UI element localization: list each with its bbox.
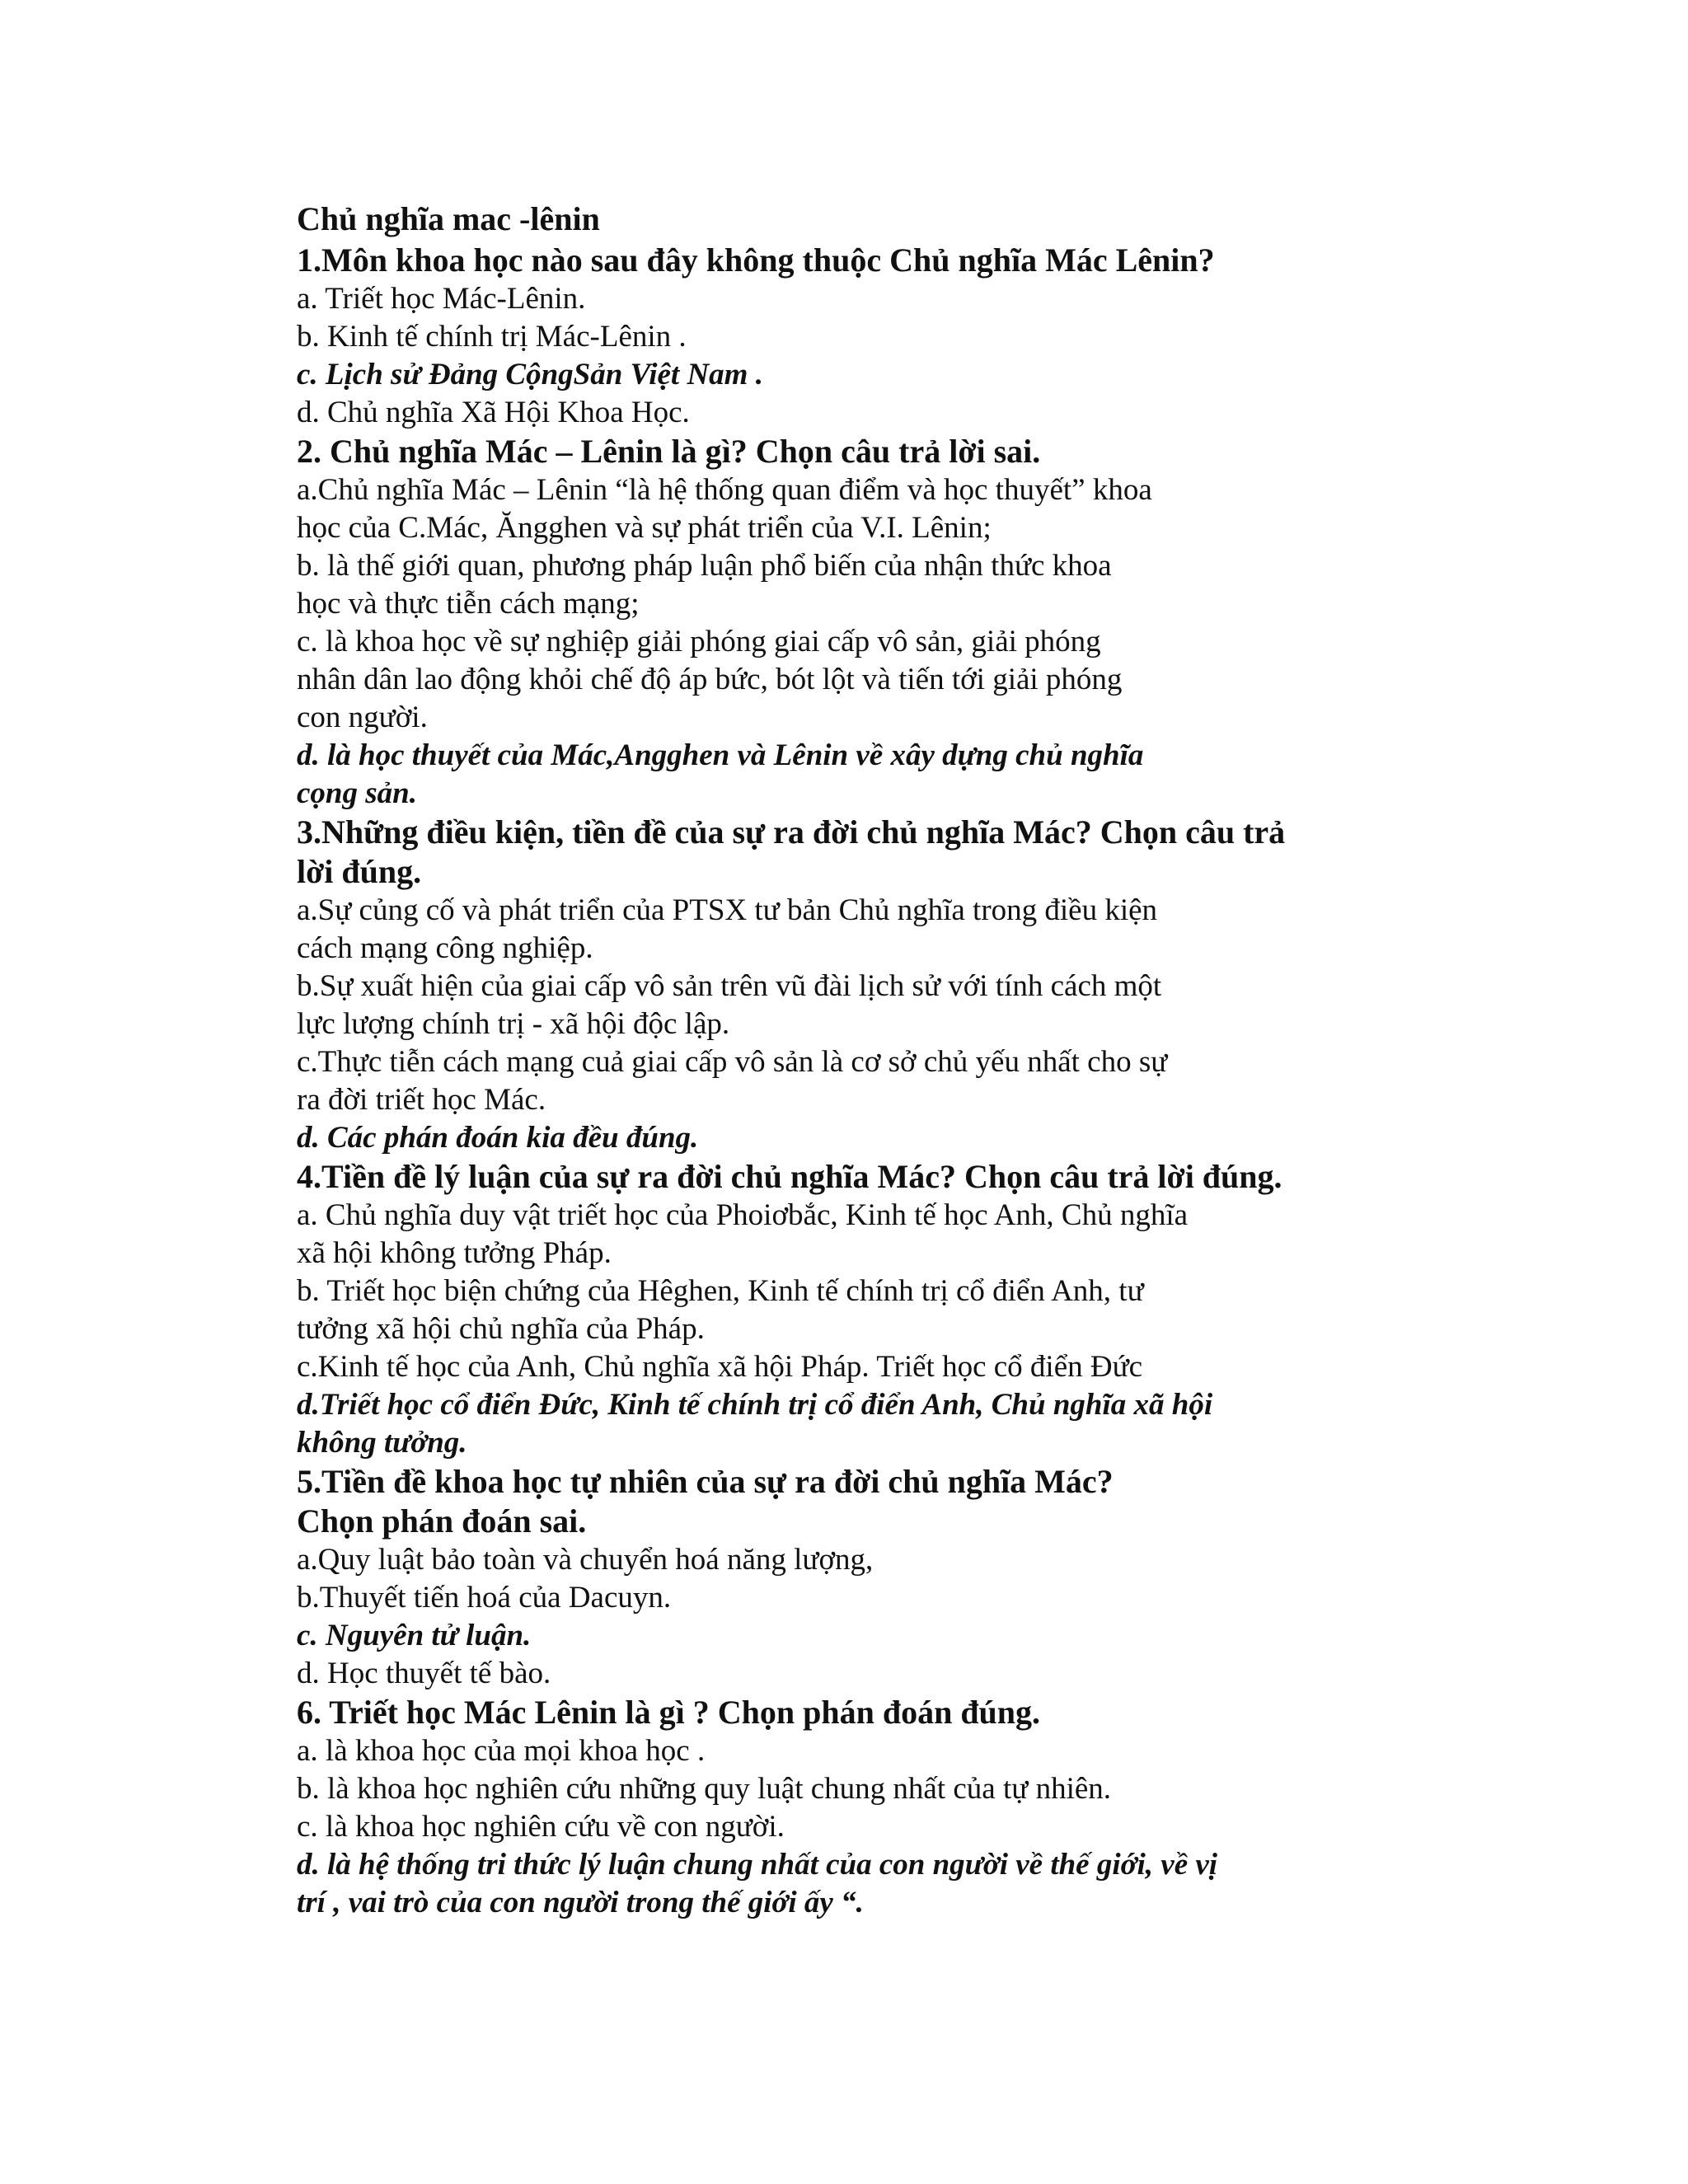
option-text: a.Sự củng cố và phát triển của PTSX tư bản Chủ nghĩa trong điều kiện xyxy=(297,893,1158,927)
answer-option-correct xyxy=(297,1846,1451,1922)
question-text: 4.Tiền đề lý luận của sự ra đời chủ nghĩa Mác? Chọn câu trả lời đúng. xyxy=(297,1158,1282,1195)
answer-option xyxy=(297,1043,1451,1119)
question-text: 5.Tiền đề khoa học tự nhiên của sự ra đời chủ nghĩa Mác? xyxy=(297,1463,1114,1500)
option-text: lực lượng chính trị - xã hội độc lập. xyxy=(297,1007,730,1041)
option-text: d.Triết học cổ điển Đức, Kinh tế chính trị cổ điển Anh, Chủ nghĩa xã hội xyxy=(297,1388,1213,1422)
document-body xyxy=(297,198,1451,1922)
option-text: b.Thuyết tiến hoá của Dacuyn. xyxy=(297,1581,672,1615)
answer-option xyxy=(297,892,1451,968)
answer-option xyxy=(297,547,1451,623)
option-text: d. là học thuyết của Mác,Angghen và Lênin về xây dựng chủ nghĩa xyxy=(297,738,1144,772)
answer-option-correct xyxy=(297,1119,1451,1157)
option-text: a.Chủ nghĩa Mác – Lênin “là hệ thống quan điểm và học thuyết” khoa xyxy=(297,473,1152,507)
question-text: 3.Những điều kiện, tiền đề của sự ra đời chủ nghĩa Mác? Chọn câu trả xyxy=(297,813,1286,851)
answer-option xyxy=(297,1579,1451,1617)
answer-option-correct xyxy=(297,737,1451,813)
question-text: 2. Chủ nghĩa Mác – Lênin là gì? Chọn câu trả lời sai. xyxy=(297,433,1041,470)
answer-option xyxy=(297,1808,1451,1846)
question-list xyxy=(297,241,1451,1922)
option-text: d. Các phán đoán kia đều đúng. xyxy=(297,1121,699,1155)
option-text: c. Nguyên tử luận. xyxy=(297,1619,532,1652)
answer-option xyxy=(297,1272,1451,1348)
answer-option xyxy=(297,1197,1451,1272)
answer-option xyxy=(297,1770,1451,1808)
answer-option xyxy=(297,394,1451,432)
option-text: c. là khoa học nghiên cứu về con người. xyxy=(297,1810,785,1844)
question-3 xyxy=(297,813,1451,1157)
question-4 xyxy=(297,1157,1451,1462)
option-text: b. Triết học biện chứng của Hêghen, Kinh tế chính trị cổ điển Anh, tư xyxy=(297,1274,1144,1308)
answer-option xyxy=(297,1732,1451,1770)
question-5 xyxy=(297,1462,1451,1693)
question-text: 6. Triết học Mác Lênin là gì ? Chọn phán đoán đúng. xyxy=(297,1694,1041,1731)
question-text: Chọn phán đoán sai. xyxy=(297,1502,587,1540)
question-text: lời đúng. xyxy=(297,853,422,890)
answer-option xyxy=(297,623,1451,737)
option-text: xã hội không tưởng Pháp. xyxy=(297,1236,612,1270)
option-text: c.Thực tiễn cách mạng cuả giai cấp vô sản là cơ sở chủ yếu nhất cho sự xyxy=(297,1045,1168,1079)
answer-option xyxy=(297,1541,1451,1579)
answer-option xyxy=(297,1655,1451,1693)
document-title: Chủ nghĩa mac -lênin xyxy=(297,200,600,237)
option-text: tưởng xã hội chủ nghĩa của Pháp. xyxy=(297,1312,705,1346)
option-text: học và thực tiễn cách mạng; xyxy=(297,587,640,621)
answer-option xyxy=(297,968,1451,1043)
option-text: cách mạng công nghiệp. xyxy=(297,931,593,965)
option-text: ra đời triết học Mác. xyxy=(297,1083,546,1117)
option-text: a. là khoa học của mọi khoa học . xyxy=(297,1734,706,1768)
option-text: c.Kinh tế học của Anh, Chủ nghĩa xã hội Pháp. Triết học cổ điển Đức xyxy=(297,1350,1143,1384)
question-1 xyxy=(297,241,1451,432)
option-text: b. là khoa học nghiên cứu những quy luật chung nhất của tự nhiên. xyxy=(297,1772,1112,1806)
option-text: a. Chủ nghĩa duy vật triết học của Phoiơbắc, Kinh tế học Anh, Chủ nghĩa xyxy=(297,1198,1189,1232)
option-text: trí , vai trò của con người trong thế giới ấy “. xyxy=(297,1886,864,1919)
answer-option xyxy=(297,1348,1451,1386)
question-6 xyxy=(297,1693,1451,1922)
option-text: d. là hệ thống tri thức lý luận chung nhất của con người về thế giới, về vị xyxy=(297,1848,1218,1882)
option-text: d. Học thuyết tế bào. xyxy=(297,1657,551,1690)
option-text: nhân dân lao động khỏi chế độ áp bức, bót lột và tiến tới giải phóng xyxy=(297,663,1123,696)
answer-option-correct xyxy=(297,1617,1451,1655)
question-2 xyxy=(297,432,1451,813)
option-text: con người. xyxy=(297,701,428,734)
answer-option xyxy=(297,471,1451,547)
option-text: b. Kinh tế chính trị Mác-Lênin . xyxy=(297,320,687,354)
option-text: c. Lịch sử Đảng CộngSản Việt Nam . xyxy=(297,358,763,391)
option-text: d. Chủ nghĩa Xã Hội Khoa Học. xyxy=(297,396,690,429)
option-text: a. Triết học Mác-Lênin. xyxy=(297,282,586,316)
option-text: không tưởng. xyxy=(297,1426,467,1460)
question-text: 1.Môn khoa học nào sau đây không thuộc Chủ nghĩa Mác Lênin? xyxy=(297,241,1215,279)
option-text: b.Sự xuất hiện của giai cấp vô sản trên vũ đài lịch sử với tính cách một xyxy=(297,969,1162,1003)
answer-option xyxy=(297,280,1451,318)
option-text: b. là thế giới quan, phương pháp luận phổ biến của nhận thức khoa xyxy=(297,549,1112,583)
answer-option-correct xyxy=(297,1386,1451,1462)
answer-option xyxy=(297,318,1451,356)
option-text: học của C.Mác, Ăngghen và sự phát triển của V.I. Lênin; xyxy=(297,511,992,545)
option-text: c. là khoa học về sự nghiệp giải phóng giai cấp vô sản, giải phóng xyxy=(297,625,1101,658)
answer-option-correct xyxy=(297,356,1451,394)
option-text: a.Quy luật bảo toàn và chuyển hoá năng lượng, xyxy=(297,1543,874,1577)
option-text: cọng sản. xyxy=(297,776,417,810)
